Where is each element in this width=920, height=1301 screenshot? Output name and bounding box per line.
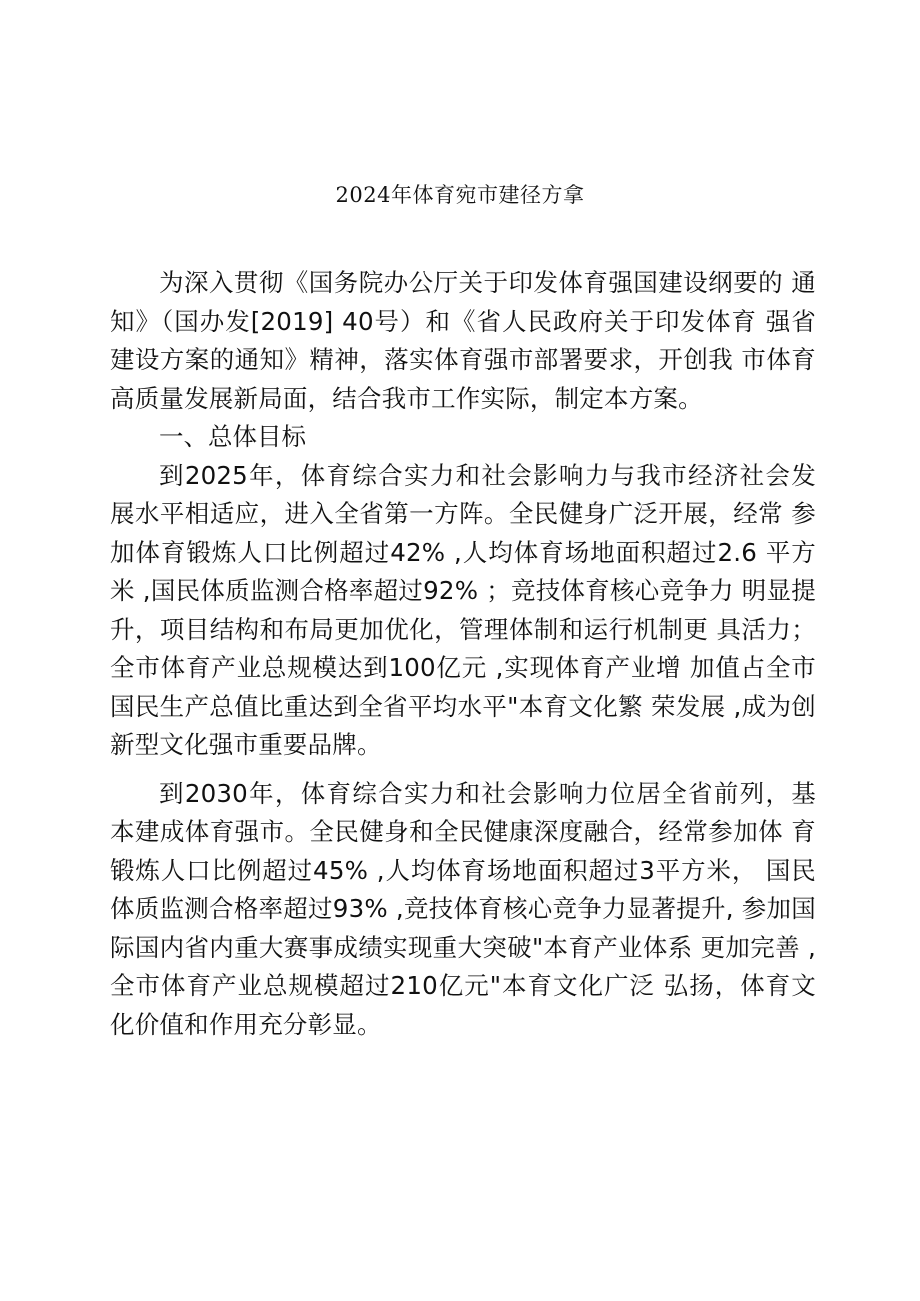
paragraph-2025-goals: 到2025年，体育综合实力和社会影响力与我市经济社会发 展水平相适应，进入全省第一方阵。全民健身广泛开展，经常 参加体育锻炼人口比例超过42% ,人均体育场地面积超过2.6 平方米 ,国民体质监测合格率超过92% ；竞技体育核心竞争力 明显提升，项目结构和布局更加优化，管理体制和运行机制更 具活力；全市体育产业总规模达到100亿元 ,实现体育产业增 加值占全市国民生产总值比重达到全省平均水平"本育文化繁 荣发展 ,成为创新型文化强市重要品牌。 bbox=[110, 460, 816, 759]
paragraph-2030-goals: 到2030年，体育综合实力和社会影响力位居全省前列，基 本建成体育强市。全民健身和全民健康深度融合，经常参加体 育锻炼人口比例超过45% ,人均体育场地面积超过3平方米， 国民体质监测合格率超过93% ,竞技体育核心竞争力显著提升, 参加国际国内省内重大赛事成绩实现重大突破"本育产业体系 更加完善 ,全市体育产业总规模超过210亿元"本育文化广泛 弘扬，体育文化价值和作用充分彰显。 bbox=[110, 778, 816, 1039]
section-heading-overall-goals: 一、总体目标 bbox=[159, 422, 306, 451]
paragraph-spacer bbox=[110, 765, 816, 775]
intro-paragraph: 为深入贯彻《国务院办公厅关于印发体育强国建设纲要的 通知》（国办发[2019] 40号）和《省人民政府关于印发体育 强省建设方案的通知》精神，落实体育强市部署要求，开创我 市体育高质量发展新局面，结合我市工作实际，制定本方案。 bbox=[110, 268, 816, 413]
document-title: 2024年体育宛市建径方拿 bbox=[335, 183, 585, 207]
document-body bbox=[110, 264, 816, 1044]
